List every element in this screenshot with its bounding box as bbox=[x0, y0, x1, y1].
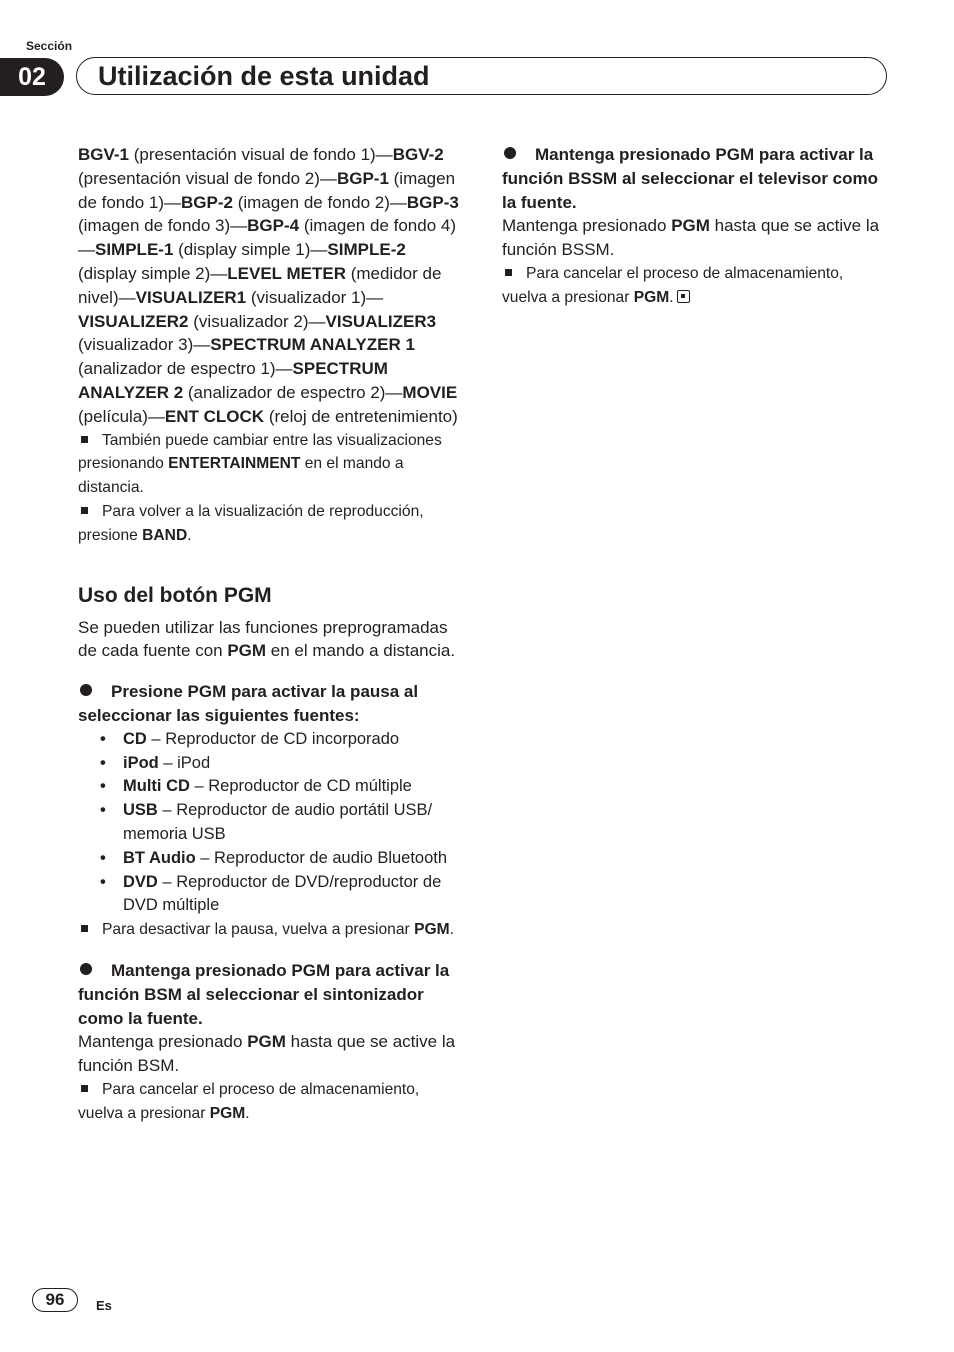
source-description: – Reproductor de audio portátil USB/ memoria USB bbox=[123, 801, 433, 843]
mode-name: BGP-4 bbox=[247, 216, 300, 236]
note-square-icon bbox=[81, 436, 88, 443]
bullet-dot-icon bbox=[80, 684, 92, 696]
mode-name: BGP-1 bbox=[336, 168, 389, 188]
mode-description: (visualizador 2)— bbox=[188, 311, 326, 331]
mode-name: SPECTRUM ANALYZER 1 bbox=[210, 335, 415, 355]
section-intro: Se pueden utilizar las funciones preprogramadas de cada fuente con PGM en el mando a distancia. bbox=[78, 617, 456, 661]
source-description: – Reproductor de audio Bluetooth bbox=[195, 848, 448, 867]
bullet-dot-icon bbox=[504, 147, 516, 159]
mode-description: (analizador de espectro 1)— bbox=[78, 359, 293, 379]
note-band: Para volver a la visualización de reproducción, presione BAND. bbox=[78, 502, 424, 544]
end-of-section-icon bbox=[677, 290, 690, 303]
mode-name: SPECTRUM ANALYZER 2 bbox=[78, 359, 388, 402]
source-list-item bbox=[123, 775, 466, 799]
mode-name: BGP-3 bbox=[406, 192, 459, 212]
source-name: DVD bbox=[123, 872, 158, 891]
source-description: – iPod bbox=[158, 753, 211, 772]
mode-description: (visualizador 1)— bbox=[246, 287, 384, 307]
source-name: BT Audio bbox=[123, 848, 196, 867]
mode-description: (reloj de entretenimiento) bbox=[264, 406, 458, 426]
note-pause: Para desactivar la pausa, vuelva a presionar PGM. bbox=[78, 918, 466, 942]
step-bsm: Mantenga presionado PGM para activar la función BSM al seleccionar el sintonizador como la fuente. bbox=[78, 960, 450, 1028]
mode-name: VISUALIZER1 bbox=[135, 287, 247, 307]
note-square-icon bbox=[81, 507, 88, 514]
source-list bbox=[78, 728, 466, 918]
mode-description: (imagen de fondo 2)— bbox=[232, 192, 407, 212]
source-list-item bbox=[123, 752, 466, 776]
bullet-dot-icon bbox=[80, 963, 92, 975]
note-cancel-bsm: Para cancelar el proceso de almacenamiento, vuelva a presionar PGM. bbox=[78, 1080, 420, 1122]
right-column bbox=[502, 143, 892, 310]
source-name: Multi CD bbox=[123, 777, 190, 796]
mode-name: ENT CLOCK bbox=[164, 406, 265, 426]
mode-name: BGV-2 bbox=[392, 145, 444, 164]
note-square-icon bbox=[81, 925, 88, 932]
mode-description: (visualizador 3)— bbox=[78, 335, 211, 355]
note-square-icon bbox=[81, 1085, 88, 1092]
mode-description: (analizador de espectro 2)— bbox=[183, 382, 403, 402]
note-cancel-bssm: Para cancelar el proceso de almacenamiento, vuelva a presionar PGM. bbox=[502, 264, 844, 306]
source-list-item bbox=[123, 799, 466, 847]
source-description: – Reproductor de CD incorporado bbox=[146, 729, 400, 748]
mode-name: SIMPLE-1 bbox=[95, 240, 174, 260]
section-heading: Uso del botón PGM bbox=[78, 583, 272, 607]
page-number: 96 bbox=[32, 1288, 78, 1312]
mode-description: (imagen de fondo 1)— bbox=[78, 168, 456, 212]
source-name: iPod bbox=[123, 753, 159, 772]
mode-description: (display simple 1)— bbox=[173, 240, 328, 260]
mode-description: (imagen de fondo 4)— bbox=[78, 216, 457, 260]
mode-name: MOVIE bbox=[402, 382, 458, 402]
note-square-icon bbox=[505, 269, 512, 276]
language-code: Es bbox=[96, 1298, 112, 1313]
step-pause: Presione PGM para activar la pausa al seleccionar las siguientes fuentes: bbox=[78, 682, 419, 725]
step-bsm-body: Mantenga presionado PGM hasta que se active la función BSM. bbox=[78, 1032, 456, 1076]
source-list-item bbox=[123, 847, 466, 871]
mode-description: (medidor de nivel)— bbox=[78, 263, 442, 307]
mode-name: SIMPLE-2 bbox=[327, 240, 406, 260]
page-title: Utilización de esta unidad bbox=[98, 61, 430, 91]
note-entertainment: También puede cambiar entre las visualizaciones presionando ENTERTAINMENT en el mando a distancia. bbox=[78, 431, 442, 497]
source-description: – Reproductor de DVD/reproductor de DVD múltiple bbox=[123, 872, 442, 915]
step-bssm-body: Mantenga presionado PGM hasta que se active la función BSSM. bbox=[502, 216, 880, 260]
source-name: USB bbox=[123, 801, 158, 820]
section-number-badge: 02 bbox=[0, 58, 64, 96]
mode-description: (imagen de fondo 3)— bbox=[78, 216, 248, 236]
source-list-item bbox=[123, 871, 466, 919]
mode-description: (presentación visual de fondo 1)— bbox=[129, 145, 393, 164]
section-label: Sección bbox=[26, 39, 73, 53]
mode-name: BGP-2 bbox=[181, 192, 233, 212]
mode-name: BGV-1 bbox=[78, 145, 130, 164]
left-column bbox=[78, 143, 466, 1125]
source-name: CD bbox=[123, 729, 147, 748]
mode-name: VISUALIZER2 bbox=[78, 311, 189, 331]
mode-description: (presentación visual de fondo 2)— bbox=[78, 168, 337, 188]
source-list-item bbox=[123, 728, 466, 752]
display-modes-paragraph bbox=[78, 143, 466, 429]
mode-description: (película)— bbox=[78, 406, 165, 426]
mode-name: VISUALIZER3 bbox=[325, 311, 437, 331]
source-description: – Reproductor de CD múltiple bbox=[189, 777, 412, 796]
mode-name: LEVEL METER bbox=[227, 263, 346, 283]
step-bssm: Mantenga presionado PGM para activar la función BSSM al seleccionar el televisor como la fuente. bbox=[502, 145, 879, 212]
mode-description: (display simple 2)— bbox=[78, 263, 228, 283]
